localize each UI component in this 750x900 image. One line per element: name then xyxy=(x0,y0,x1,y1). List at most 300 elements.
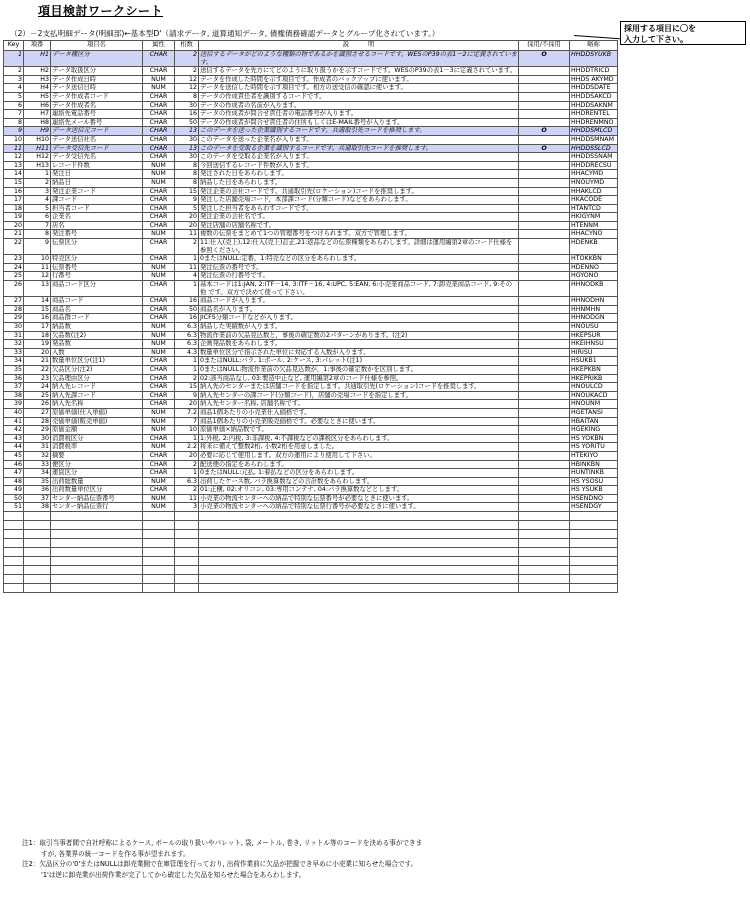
adopt-cell[interactable] xyxy=(519,494,570,503)
cell-attr: CHAR xyxy=(143,365,175,374)
cell-attr: NUM xyxy=(143,272,175,281)
cell-attr: CHAR xyxy=(143,118,175,127)
note-2: 注2：欠品区分の'0'またはNULLは卸売業側で在庫管理を行っており, 出荷作業前に欠品が把握でき早めに小売業に知らせた場合です。 xyxy=(22,860,418,868)
cell-desc: 納品した実績数が入ります。 xyxy=(199,323,519,332)
table-header-row xyxy=(4,41,618,51)
table-row xyxy=(4,170,618,179)
cell-abbr: HHNODHN xyxy=(570,297,618,306)
adopt-cell[interactable] xyxy=(519,84,570,93)
adopt-cell[interactable] xyxy=(519,314,570,323)
cell-key: 11 xyxy=(4,144,24,153)
empty-cell xyxy=(51,512,143,521)
adopt-cell[interactable] xyxy=(519,281,570,297)
empty-cell xyxy=(143,566,175,575)
cell-item: 売価単価(販売単価) xyxy=(51,417,143,426)
empty-cell xyxy=(175,548,199,557)
empty-cell xyxy=(24,530,51,539)
cell-desc: 商品名が入ります。 xyxy=(199,305,519,314)
cell-item: データ送信日時 xyxy=(51,84,143,93)
cell-abbr: HNOUNM xyxy=(570,400,618,409)
cell-item: 特売区分 xyxy=(51,255,143,264)
cell-key: 23 xyxy=(4,255,24,264)
cell-abbr: HHDDSYUKB xyxy=(570,51,618,67)
cell-no: 6 xyxy=(24,213,51,222)
table-row xyxy=(4,451,618,460)
table-row xyxy=(4,213,618,222)
empty-cell xyxy=(24,557,51,566)
cell-digits: 50 xyxy=(175,305,199,314)
cell-digits: 2 xyxy=(175,51,199,67)
cell-no: 24 xyxy=(24,383,51,392)
cell-attr: CHAR xyxy=(143,469,175,478)
adopt-cell[interactable] xyxy=(519,348,570,357)
cell-desc: 01:正梱, 02:オリコン, 03:専用コンテナ, 04:バラ換算数などとします。 xyxy=(199,486,519,495)
cell-item: レコード件数 xyxy=(51,161,143,170)
cell-item: データ作成日時 xyxy=(51,75,143,84)
adopt-cell[interactable] xyxy=(519,110,570,119)
cell-item: 課コード xyxy=(51,196,143,205)
cell-item: 便区分 xyxy=(51,460,143,469)
note-2-cont: '1'は逆に卸売業が出荷作業が完了してから確定した欠品を知らせた場合をあらわします。 xyxy=(41,870,306,879)
cell-digits: 2 xyxy=(175,67,199,76)
empty-row xyxy=(4,530,618,539)
cell-abbr: HHDDSMNAM xyxy=(570,135,618,144)
cell-digits: 1 xyxy=(175,357,199,366)
cell-no: H9 xyxy=(24,127,51,136)
cell-no: 13 xyxy=(24,281,51,297)
cell-abbr: HHDDSDATE xyxy=(570,84,618,93)
cell-key: 50 xyxy=(4,494,24,503)
cell-desc: 納入先のセンターまたは店舗コードを指定します。共通取引先(ロケーション)コードを推奨します。 xyxy=(199,383,519,392)
cell-abbr: HGYONO xyxy=(570,272,618,281)
cell-abbr: HTEKIYO xyxy=(570,451,618,460)
cell-abbr: HKIGYNM xyxy=(570,213,618,222)
cell-attr: CHAR xyxy=(143,305,175,314)
adopt-cell[interactable] xyxy=(519,75,570,84)
cell-key: 42 xyxy=(4,426,24,435)
table-body xyxy=(4,51,618,593)
adopt-cell[interactable] xyxy=(519,575,570,584)
cell-digits: 15 xyxy=(175,187,199,196)
adopt-cell[interactable] xyxy=(519,135,570,144)
adopt-cell[interactable] xyxy=(519,340,570,349)
header-desc: 説 明 xyxy=(199,41,519,51)
cell-attr: CHAR xyxy=(143,374,175,383)
cell-desc: 発注した店舗売場コード，本部課コード(分類コード)などをあらわします。 xyxy=(199,196,519,205)
cell-abbr: HSUKB1 xyxy=(570,357,618,366)
cell-abbr: HHDDTRICD xyxy=(570,67,618,76)
cell-no: 12 xyxy=(24,272,51,281)
adopt-cell[interactable] xyxy=(519,391,570,400)
adopt-cell[interactable] xyxy=(519,178,570,187)
empty-row xyxy=(4,512,618,521)
cell-item: データ種区分 xyxy=(51,51,143,67)
cell-item: 発品数 xyxy=(51,340,143,349)
cell-attr: CHAR xyxy=(143,434,175,443)
table-row xyxy=(4,135,618,144)
cell-digits: 30 xyxy=(175,101,199,110)
cell-no: 21 xyxy=(24,357,51,366)
cell-attr: NUM xyxy=(143,477,175,486)
empty-cell xyxy=(199,512,519,521)
adopt-cell[interactable] xyxy=(519,486,570,495)
cell-no: 30 xyxy=(24,434,51,443)
table-row xyxy=(4,239,618,255)
cell-key: 14 xyxy=(4,170,24,179)
adopt-cell[interactable] xyxy=(519,101,570,110)
cell-desc: 商品1個あたりの小売業仕入価格です。 xyxy=(199,408,519,417)
adopt-cell[interactable] xyxy=(519,187,570,196)
cell-digits: 7 xyxy=(175,417,199,426)
table-row xyxy=(4,178,618,187)
table-row xyxy=(4,281,618,297)
cell-item: 欠品理由区分 xyxy=(51,374,143,383)
header-no: 項番 xyxy=(24,41,51,51)
cell-desc: 0またはNULL:物流作業前の欠品見込数が，1:事後の確定数かを区別します。 xyxy=(199,365,519,374)
empty-cell xyxy=(199,566,519,575)
table-row xyxy=(4,101,618,110)
cell-attr: NUM xyxy=(143,426,175,435)
cell-desc: データの作成者の名前が入ります。 xyxy=(199,101,519,110)
empty-cell xyxy=(199,539,519,548)
adopt-cell[interactable] xyxy=(519,365,570,374)
cell-abbr: HNOUKACD xyxy=(570,391,618,400)
cell-digits: 4.3 xyxy=(175,348,199,357)
adopt-cell[interactable] xyxy=(519,521,570,530)
cell-item: 入数 xyxy=(51,348,143,357)
cell-key: 51 xyxy=(4,503,24,512)
callout-pointer xyxy=(574,35,620,39)
cell-digits: 8 xyxy=(175,178,199,187)
empty-cell xyxy=(51,521,143,530)
empty-cell xyxy=(4,512,24,521)
adopt-cell[interactable] xyxy=(519,67,570,76)
cell-digits: 6.3 xyxy=(175,331,199,340)
cell-digits: 30 xyxy=(175,153,199,162)
empty-cell xyxy=(143,548,175,557)
cell-abbr: HHDDSAKCD xyxy=(570,92,618,101)
cell-attr: CHAR xyxy=(143,297,175,306)
adopt-cell[interactable] xyxy=(519,153,570,162)
adopt-cell[interactable] xyxy=(519,460,570,469)
adopt-cell[interactable] xyxy=(519,170,570,179)
cell-item: 数量単位区分(注1) xyxy=(51,357,143,366)
cell-key: 35 xyxy=(4,365,24,374)
cell-item: 出荷数量単位区分 xyxy=(51,486,143,495)
cell-no: 26 xyxy=(24,400,51,409)
cell-no: 19 xyxy=(24,340,51,349)
empty-cell xyxy=(24,575,51,584)
cell-desc: 複数の伝票をまとめて1つの管理番号をつけられます。双方で管理します。 xyxy=(199,230,519,239)
cell-digits: 7.2 xyxy=(175,408,199,417)
cell-attr: CHAR xyxy=(143,127,175,136)
cell-no: 3 xyxy=(24,187,51,196)
empty-cell xyxy=(4,539,24,548)
adopt-cell[interactable] xyxy=(519,221,570,230)
cell-digits: 8 xyxy=(175,161,199,170)
cell-digits: 16 xyxy=(175,110,199,119)
footnotes xyxy=(22,838,742,880)
empty-cell xyxy=(199,530,519,539)
adopt-cell[interactable] xyxy=(519,196,570,205)
cell-key: 25 xyxy=(4,272,24,281)
cell-key: 48 xyxy=(4,477,24,486)
cell-no: 37 xyxy=(24,494,51,503)
adopt-cell[interactable] xyxy=(519,408,570,417)
adopt-cell[interactable]: O xyxy=(519,144,570,153)
cell-no: H6 xyxy=(24,101,51,110)
adopt-cell[interactable] xyxy=(519,255,570,264)
cell-desc: 基本コードは1:JAN, 2:ITF－14, 3:ITF－16, 4:UPC, 5:EAN, 6:小売業商品コード, 7:卸売業商品コード, 9:その他 です。双方で決めて使って下さい。 xyxy=(199,281,519,297)
adopt-cell[interactable]: O xyxy=(519,51,570,67)
cell-key: 37 xyxy=(4,383,24,392)
cell-attr: CHAR xyxy=(143,486,175,495)
cell-key: 32 xyxy=(4,340,24,349)
cell-no: 28 xyxy=(24,417,51,426)
cell-digits: 1 xyxy=(175,434,199,443)
cell-key: 24 xyxy=(4,263,24,272)
adopt-cell[interactable] xyxy=(519,400,570,409)
adopt-cell[interactable] xyxy=(519,272,570,281)
cell-digits: 2 xyxy=(175,486,199,495)
cell-abbr: HS YORITU xyxy=(570,443,618,452)
cell-abbr: HHNODGN xyxy=(570,314,618,323)
cell-attr: CHAR xyxy=(143,451,175,460)
note-1: 注1：取引当事者間で自社呼称によるケース, ボールの取り扱いやパレット, 袋, メートル, 巻き, リットル等のコードを決める事ができま xyxy=(22,839,423,847)
cell-key: 8 xyxy=(4,118,24,127)
cell-key: 15 xyxy=(4,178,24,187)
header-key: Key xyxy=(4,41,24,51)
empty-cell xyxy=(175,584,199,593)
cell-no: 16 xyxy=(24,314,51,323)
table-row xyxy=(4,305,618,314)
note-1-cont: すが, 各業界の統一コードを作る事が望まれます。 xyxy=(41,849,190,858)
cell-key: 43 xyxy=(4,434,24,443)
empty-cell xyxy=(570,548,618,557)
adopt-cell[interactable] xyxy=(519,305,570,314)
table-row xyxy=(4,297,618,306)
cell-digits: 16 xyxy=(175,314,199,323)
empty-row xyxy=(4,557,618,566)
cell-item: 連絡先電話番号 xyxy=(51,110,143,119)
adopt-cell[interactable] xyxy=(519,443,570,452)
cell-digits: 1 xyxy=(175,255,199,264)
adopt-cell[interactable] xyxy=(519,383,570,392)
adopt-cell[interactable] xyxy=(519,477,570,486)
cell-abbr: HGEKING xyxy=(570,426,618,435)
cell-key: 29 xyxy=(4,314,24,323)
adopt-cell[interactable] xyxy=(519,331,570,340)
adopt-cell[interactable] xyxy=(519,503,570,512)
cell-no: 4 xyxy=(24,196,51,205)
adopt-cell[interactable] xyxy=(519,539,570,548)
table-row xyxy=(4,434,618,443)
cell-desc: 1:外税, 2:内税, 3:非課税, 4:不課税などの課税区分をあらわします。 xyxy=(199,434,519,443)
cell-desc: 02:該当商品なし, 03:製造中止など, 運用編第2章のコード仕様を参照。 xyxy=(199,374,519,383)
cell-no: 38 xyxy=(24,503,51,512)
cell-abbr: HHDS AKYMD xyxy=(570,75,618,84)
cell-desc: 原価単価×納品数です。 xyxy=(199,426,519,435)
cell-attr: NUM xyxy=(143,84,175,93)
cell-digits: 2 xyxy=(175,239,199,255)
cell-attr: CHAR xyxy=(143,51,175,67)
empty-cell xyxy=(51,584,143,593)
adopt-cell[interactable] xyxy=(519,434,570,443)
cell-item: 原価単価(仕入単価) xyxy=(51,408,143,417)
empty-cell xyxy=(51,548,143,557)
adopt-cell[interactable] xyxy=(519,469,570,478)
cell-abbr: HNOUSU xyxy=(570,323,618,332)
cell-item: データ送信元コード xyxy=(51,127,143,136)
adopt-cell[interactable] xyxy=(519,92,570,101)
cell-item: 行番号 xyxy=(51,272,143,281)
table-row xyxy=(4,469,618,478)
adopt-instruction-callout xyxy=(620,21,746,45)
empty-row xyxy=(4,566,618,575)
cell-key: 39 xyxy=(4,400,24,409)
cell-no: 31 xyxy=(24,443,51,452)
adopt-cell[interactable] xyxy=(519,118,570,127)
cell-no: H13 xyxy=(24,161,51,170)
empty-cell xyxy=(4,521,24,530)
table-row xyxy=(4,365,618,374)
adopt-cell[interactable] xyxy=(519,512,570,521)
cell-no: H5 xyxy=(24,92,51,101)
table-row xyxy=(4,204,618,213)
adopt-cell[interactable] xyxy=(519,548,570,557)
cell-item: 消費税区分 xyxy=(51,434,143,443)
cell-desc: 企画発品数をあらわします。 xyxy=(199,340,519,349)
adopt-cell[interactable] xyxy=(519,557,570,566)
cell-attr: NUM xyxy=(143,408,175,417)
table-row xyxy=(4,314,618,323)
cell-key: 22 xyxy=(4,239,24,255)
adopt-cell[interactable] xyxy=(519,239,570,255)
cell-digits: 10 xyxy=(175,426,199,435)
cell-item: 商品コード xyxy=(51,297,143,306)
cell-abbr: HKACODE xyxy=(570,196,618,205)
cell-digits: 12 xyxy=(175,84,199,93)
cell-no: 29 xyxy=(24,426,51,435)
cell-abbr: HHACYMD xyxy=(570,170,618,179)
cell-abbr: HHDDSMLCD xyxy=(570,127,618,136)
cell-abbr: HHDRENTEL xyxy=(570,110,618,119)
adopt-cell[interactable] xyxy=(519,357,570,366)
table-row xyxy=(4,486,618,495)
cell-attr: CHAR xyxy=(143,213,175,222)
cell-digits: 9 xyxy=(175,196,199,205)
empty-row xyxy=(4,575,618,584)
table-row xyxy=(4,187,618,196)
cell-abbr: HSENDNO xyxy=(570,494,618,503)
cell-key: 33 xyxy=(4,348,24,357)
cell-attr: NUM xyxy=(143,331,175,340)
cell-item: 納入先名称 xyxy=(51,400,143,409)
cell-no: 5 xyxy=(24,204,51,213)
adopt-cell[interactable] xyxy=(519,566,570,575)
header-attr: 属性 xyxy=(143,41,175,51)
adopt-cell[interactable] xyxy=(519,204,570,213)
cell-desc: 商品1個あたりの小売業販売価格です。必要なときに使います。 xyxy=(199,417,519,426)
cell-no: 22 xyxy=(24,365,51,374)
cell-key: 3 xyxy=(4,75,24,84)
cell-no: 9 xyxy=(24,239,51,255)
cell-item: データ作成者名 xyxy=(51,101,143,110)
adopt-cell[interactable] xyxy=(519,417,570,426)
adopt-cell[interactable]: O xyxy=(519,127,570,136)
empty-cell xyxy=(4,566,24,575)
adopt-cell[interactable] xyxy=(519,584,570,593)
adopt-cell[interactable] xyxy=(519,426,570,435)
adopt-cell[interactable] xyxy=(519,323,570,332)
empty-cell xyxy=(199,521,519,530)
cell-desc: このデータを受取る企業名が入ります。 xyxy=(199,153,519,162)
cell-no: H10 xyxy=(24,135,51,144)
cell-abbr: HHDDSSLCD xyxy=(570,144,618,153)
cell-digits: 6.3 xyxy=(175,340,199,349)
cell-desc: データを送信した時間を示す項目です。相方の送受信の確認に使います。 xyxy=(199,84,519,93)
cell-key: 17 xyxy=(4,196,24,205)
empty-cell xyxy=(199,548,519,557)
cell-attr: CHAR xyxy=(143,221,175,230)
empty-cell xyxy=(570,530,618,539)
adopt-cell[interactable] xyxy=(519,213,570,222)
cell-item: 発注日 xyxy=(51,170,143,179)
adopt-cell[interactable] xyxy=(519,161,570,170)
cell-no: 11 xyxy=(24,263,51,272)
adopt-cell[interactable] xyxy=(519,297,570,306)
cell-attr: NUM xyxy=(143,494,175,503)
empty-cell xyxy=(175,521,199,530)
cell-desc: 小売業の物流センターへの納品で特別な伝票行番号が必要なときに使います。 xyxy=(199,503,519,512)
cell-desc: データの作成者が問合せ責任者の住所もしくはE-MAIL番号が入ります。 xyxy=(199,118,519,127)
cell-key: 10 xyxy=(4,135,24,144)
cell-attr: CHAR xyxy=(143,135,175,144)
empty-cell xyxy=(570,566,618,575)
cell-key: 5 xyxy=(4,92,24,101)
empty-cell xyxy=(24,548,51,557)
item-worksheet-table xyxy=(3,40,618,593)
table-row xyxy=(4,323,618,332)
cell-digits: 8 xyxy=(175,92,199,101)
adopt-cell[interactable] xyxy=(519,374,570,383)
empty-cell xyxy=(24,539,51,548)
cell-digits: 30 xyxy=(175,135,199,144)
adopt-cell[interactable] xyxy=(519,530,570,539)
cell-attr: CHAR xyxy=(143,357,175,366)
adopt-cell[interactable] xyxy=(519,451,570,460)
table-row xyxy=(4,400,618,409)
adopt-cell[interactable] xyxy=(519,230,570,239)
adopt-cell[interactable] xyxy=(519,263,570,272)
cell-abbr: HHAKLCD xyxy=(570,187,618,196)
cell-no: 15 xyxy=(24,305,51,314)
cell-abbr: HSENDGY xyxy=(570,503,618,512)
table-row xyxy=(4,144,618,153)
cell-digits: 2 xyxy=(175,374,199,383)
cell-desc: 出荷したケース数, バラ換算数などの合計数をあらわします。 xyxy=(199,477,519,486)
table-row xyxy=(4,84,618,93)
cell-attr: NUM xyxy=(143,443,175,452)
cell-key: 2 xyxy=(4,67,24,76)
cell-item: センター納品伝票行 xyxy=(51,503,143,512)
cell-desc: JICFS分類コードなどが入ります。 xyxy=(199,314,519,323)
cell-desc: 発注企業の会社コードです。共通取引先(ロケーション)コードを推奨します。 xyxy=(199,187,519,196)
cell-item: 運賃区分 xyxy=(51,469,143,478)
cell-item: 納品数 xyxy=(51,323,143,332)
cell-digits: 6.3 xyxy=(175,323,199,332)
cell-abbr: HBINKBN xyxy=(570,460,618,469)
